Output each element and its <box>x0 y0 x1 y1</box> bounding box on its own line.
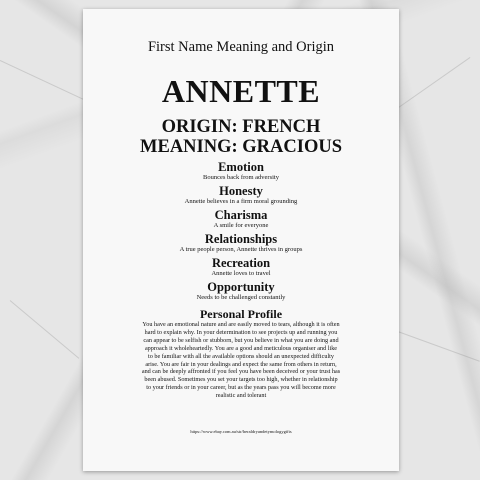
section-heading: Relationships <box>204 232 278 246</box>
name-title: ANNETTE <box>161 73 321 109</box>
section-text: A true people person, Annette thrives in groups <box>179 246 303 253</box>
section-relationships <box>83 232 399 254</box>
section-opportunity <box>83 280 399 302</box>
personal-profile-heading: Personal Profile <box>199 307 283 321</box>
section-text: Needs to be challenged constantly <box>196 294 286 301</box>
section-text: Annette believes in a firm moral grounding <box>184 198 298 205</box>
profile-line: arise. You are fair in your dealings and expect the same from others in return, <box>145 360 337 368</box>
profile-line: realistic and tolerant <box>215 392 267 400</box>
origin-heading: ORIGIN: FRENCH <box>161 117 321 137</box>
section-charisma <box>83 208 399 230</box>
profile-line: hard to explain why. In your determination to see projects up and running you <box>144 328 338 336</box>
section-heading: Opportunity <box>207 280 275 294</box>
marble-vein <box>10 300 80 359</box>
section-heading: Honesty <box>219 184 263 198</box>
section-recreation <box>83 256 399 278</box>
page-subtitle: First Name Meaning and Origin <box>147 39 335 55</box>
profile-line: been abused. Sometimes you set your targets too high, whether in relationship <box>144 376 338 384</box>
marble-vein <box>395 330 480 362</box>
section-text: A smile for everyone <box>213 222 269 229</box>
section-emotion <box>83 160 399 182</box>
personal-profile-text <box>127 321 355 400</box>
profile-line: and can be deeply affronted if you feel you have been deceived or your trust has <box>141 368 341 376</box>
profile-line: approach it wholeheartedly. You are a good and meticulous organiser and like <box>144 344 338 352</box>
profile-line: to be familiar with all the available options should an unexpected difficulty <box>148 352 334 360</box>
section-text: Annette loves to travel <box>211 270 271 277</box>
section-heading: Charisma <box>214 208 268 222</box>
profile-line: You have an emotional nature and are easily moved to tears, although it is often <box>142 321 340 328</box>
printed-page <box>83 9 399 471</box>
section-heading: Recreation <box>211 256 271 270</box>
profile-line: can appear to be selfish or stubborn, but you believe in what you are doing and <box>143 336 339 344</box>
footer-url: https://www.ebay.com.au/str/heraldryandetymologygifts <box>190 429 292 434</box>
section-heading: Emotion <box>218 160 264 174</box>
section-honesty <box>83 184 399 206</box>
meaning-heading: MEANING: GRACIOUS <box>140 137 342 157</box>
section-text: Bounces back from adversity <box>203 174 279 181</box>
profile-line: to your friends or in your career, but as the years pass you will become more <box>146 384 336 392</box>
